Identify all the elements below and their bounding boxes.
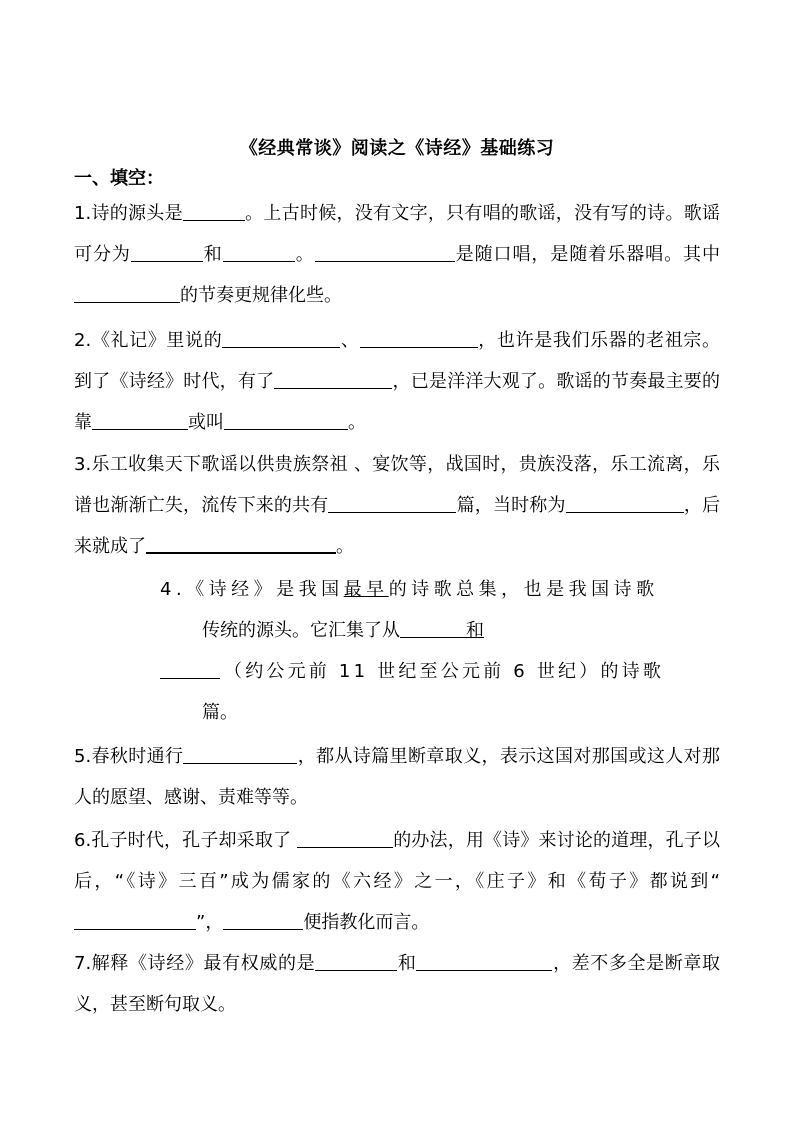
question-text: 篇。 (202, 702, 238, 723)
question-text: ，差不多全是断章取义，甚至断句取义。 (74, 953, 721, 1015)
question-text: 便指教化而言。 (303, 912, 430, 933)
question-text: 或叫 (188, 412, 224, 433)
fill-blank[interactable] (400, 619, 466, 638)
question-text: 和 (202, 244, 223, 265)
question-text: 和 (466, 620, 484, 641)
fill-blank[interactable] (146, 534, 336, 554)
section-heading: 一、填空： (74, 168, 164, 189)
fill-blank[interactable] (566, 494, 684, 513)
question-text: ”， (196, 912, 224, 933)
question-number: 6. (74, 830, 92, 851)
fill-blank[interactable] (223, 911, 303, 930)
fill-blank[interactable] (74, 284, 180, 303)
question-4-line (202, 610, 484, 651)
question-7 (74, 943, 720, 1025)
question-number: 1. (74, 203, 92, 224)
fill-blank[interactable] (183, 202, 245, 221)
fill-blank[interactable] (416, 952, 552, 971)
question-text: ，已是洋洋大观了。歌谣的节奏最主要的靠 (74, 371, 721, 433)
underlined-text: 最早 (343, 579, 389, 600)
question-text: （约公元前 11 世纪至公元前 6 世纪）的诗歌 (224, 661, 665, 682)
question-text: ，也许是我们乐器的老祖宗。到了《诗经》时代，有了 (74, 330, 721, 392)
question-text: 《礼记》里说的 (91, 330, 223, 351)
question-number: 2. (74, 330, 92, 351)
fill-blank[interactable] (297, 829, 393, 848)
fill-blank[interactable] (328, 494, 456, 513)
question-text: 篇，当时称为 (456, 495, 566, 516)
fill-blank[interactable] (131, 243, 203, 262)
question-text: ，后来就成了 (74, 495, 721, 557)
question-text: 、 (340, 330, 360, 351)
fill-blank[interactable] (74, 911, 196, 930)
question-text: 的办法，用《诗》来讨论的道理，孔子以后，“《诗》三百”成为儒家的《六经》之一，《庄子》和《荀子》都说到“ (74, 830, 720, 892)
fill-blank[interactable] (315, 243, 455, 262)
question-text: 。 (336, 536, 354, 557)
question-text: 的诗歌总集，也是我国诗歌 (388, 579, 659, 600)
question-text: 的节奏更规律化些。 (180, 285, 342, 306)
fill-blank[interactable] (160, 660, 220, 679)
question-text: 。上古时候，没有文字，只有唱的歌谣，没有写的诗。歌谣可分为 (74, 203, 721, 265)
question-6 (74, 820, 720, 943)
fill-blank[interactable] (224, 411, 348, 430)
question-1 (74, 193, 720, 316)
question-4-line (160, 651, 720, 692)
question-number: 5. (74, 746, 92, 767)
question-number: 4. (160, 579, 187, 600)
question-text: 诗的源头是 (91, 203, 183, 224)
question-3 (74, 444, 720, 567)
fill-blank[interactable] (222, 329, 340, 348)
question-text: 传统的源头。它汇集了从 (202, 620, 400, 641)
question-text: 是随口唱，是随着乐器唱。其中 (454, 244, 721, 265)
question-text: 《诗经》是我国 (186, 579, 344, 600)
question-4-line (202, 692, 238, 733)
question-text: 乐工收集天下歌谣以供贵族祭祖 、宴饮等，战国时，贵族没落，乐工流离，乐谱也渐渐亡失，流传下来的共有 (74, 454, 720, 516)
question-text: 。 (294, 244, 315, 265)
question-2 (74, 320, 720, 443)
question-text: 和 (397, 953, 417, 974)
question-text: 春秋时通行 (91, 746, 184, 767)
fill-blank[interactable] (360, 329, 478, 348)
fill-blank[interactable] (183, 745, 297, 764)
fill-blank[interactable] (274, 370, 392, 389)
fill-blank[interactable] (223, 243, 295, 262)
question-text: ，都从诗篇里断章取义，表示这国对那国或这人对那人的愿望、感谢、责难等等。 (74, 746, 721, 808)
fill-blank[interactable] (315, 952, 397, 971)
question-text: 解释《诗经》最有权威的是 (91, 953, 316, 974)
question-number: 3. (74, 454, 92, 475)
fill-blank[interactable] (92, 411, 188, 430)
question-5 (74, 736, 720, 818)
question-text: 。 (348, 412, 366, 433)
worksheet-title: 《经典常谈》阅读之《诗经》基础练习 (239, 138, 555, 159)
question-4-line (160, 569, 720, 610)
question-text: 孔子时代，孔子却采取了 (91, 830, 298, 851)
question-number: 7. (74, 953, 92, 974)
